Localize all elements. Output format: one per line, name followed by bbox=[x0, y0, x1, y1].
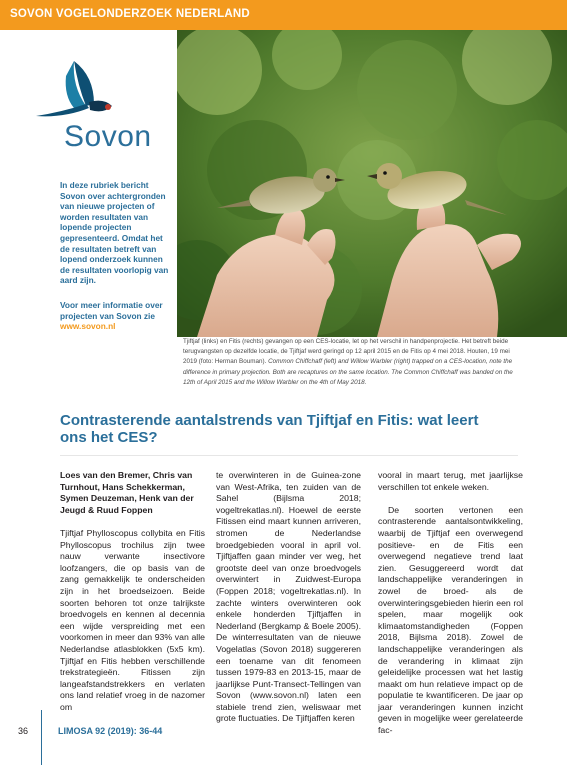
sovon-logo-text: Sovon bbox=[64, 120, 152, 153]
divider bbox=[60, 455, 518, 456]
journal-reference: LIMOSA 92 (2019): 36-44 bbox=[58, 726, 163, 736]
caption-dutch: Tjiftjaf (links) en Fitis (rechts) gevangen op een CES-locatie, let op het verschil in handpenprojectie. Het betreft beide terugvangsten op dezelfde locatie, de Tjiftjaf werd geringd op 12 april 2015 en de Fitis op 4 mei 2018. Houten, 19 mei 2019 (foto: Herman Bouman). bbox=[183, 338, 510, 366]
column-2 bbox=[216, 470, 361, 725]
article-title: Contrasterende aantalstrends van Tjiftjaf en Fitis: wat leert ons het CES? bbox=[60, 412, 479, 446]
body-paragraph: De soorten vertonen een contrasterende aantalsontwikkeling, waarbij de Tjiftjaf een overwegend positieve- en de Fitis een overwegend negatieve trend laat zien. Gesuggereerd wordt dat landschappelijke veranderingen in zowel de broed- als de overwinteringsgebieden hierin een rol spelen, maar mogelijk ook klimaatomstandigheden (Foppen 2018, Bijlsma 2018). Zowel de landschappelijke veranderingen als de verandering in klimaat zijn geleidelijke processen wat het lastig maakt om hun relatieve impact op de populatie te kwantificeren. De jaar op jaar veranderingen kunnen inzicht geven in mogelijke weer gerelateerde fac- bbox=[378, 504, 523, 736]
sidebar-more-info bbox=[60, 300, 172, 332]
body-paragraph: Tjiftjaf Phylloscopus collybita en Fitis Phylloscopus trochilus zijn twee nauw verwante insectivore loofzangers, die op basis van de zang gemakkelijk te onderscheiden zijn in het broedseizoen. Beide soorten behoren tot onze talrijkste broedvogels en kennen al decennia een wijde verspreiding met een voorkomen in meer dan 93% van alle Nederlandse atlasblokken (5x5 km). Tjiftjaf en Fitis hebben verschillende trekstrategieën. Fitissen zijn langeafstandstrekkers en verlaten ons land relatief vroeg in de nazomer om bbox=[60, 527, 205, 712]
caption-english: Common Chiffchaff (left) and Willow Warbler (right) trapped on a CES-location, note the difference in primary projection. Both are recaptures on the same location. The Common Chiffchaff was banded on the 12th of April 2015 and the Willow Warbler on the 4th of May 2018. bbox=[183, 358, 513, 386]
footer-rule bbox=[41, 710, 42, 765]
banner-title: SOVON VOGELONDERZOEK NEDERLAND bbox=[10, 8, 250, 20]
body-paragraph: te overwinteren in de Guinea-zone van West-Afrika, ten zuiden van de Sahel (Bijlsma 2018; vogeltrekatlas.nl). Hoewel de eerste Fitissen eind maart kunnen arriveren, stromen de Nederlandse broedgebieden vooral in april vol. Tjiftjaffen gaan minder ver weg, het grootste deel van onze broedvogels overwintert in Zuidwest-Europa (Foppen 2018; vogeltrekatlas.nl). In zachte winters overwinteren ook enkele honderden Tjiftjaffen in Nederland (Bergkamp & Boele 2005). De winterresultaten van de nieuwe Vogelatlas (Sovon 2018) suggereren een toename van dit fenomeen tussen 1979-83 en 2013-15, maar de jaarlijkse Punt-Transect-Tellingen van Sovon (www.sovon.nl) laten een stabiele trend zien, weliswaar met grote fluctuaties. De Tjiftjaffen keren bbox=[216, 470, 361, 724]
body-paragraph: vooral in maart terug, met jaarlijkse verschillen tot enkele weken. bbox=[378, 470, 523, 492]
more-info-text: Voor meer informatie over projecten van Sovon zie bbox=[60, 300, 163, 321]
photo-caption bbox=[183, 337, 523, 388]
header-banner bbox=[0, 0, 567, 30]
column-3 bbox=[378, 470, 523, 737]
column-1 bbox=[60, 470, 205, 713]
bird-photo bbox=[177, 30, 567, 337]
photo-illustration bbox=[177, 30, 567, 337]
swallow-icon bbox=[34, 56, 154, 126]
sovon-link[interactable]: www.sovon.nl bbox=[60, 321, 116, 332]
article-authors: Loes van den Bremer, Chris van Turnhout, Hans Schekkerman, Symen Deuzeman, Henk van der Jeugd & Ruud Foppen bbox=[60, 470, 194, 515]
page-number: 36 bbox=[18, 726, 29, 736]
sidebar-intro: In deze rubriek bericht Sovon over achtergronden van nieuwe projecten of worden resultaten van lopende projecten gepresenteerd. Omdat het de resultaten betreft van lopend onderzoek kunnen de resultaten voorlopig van aard zijn. bbox=[60, 180, 169, 286]
